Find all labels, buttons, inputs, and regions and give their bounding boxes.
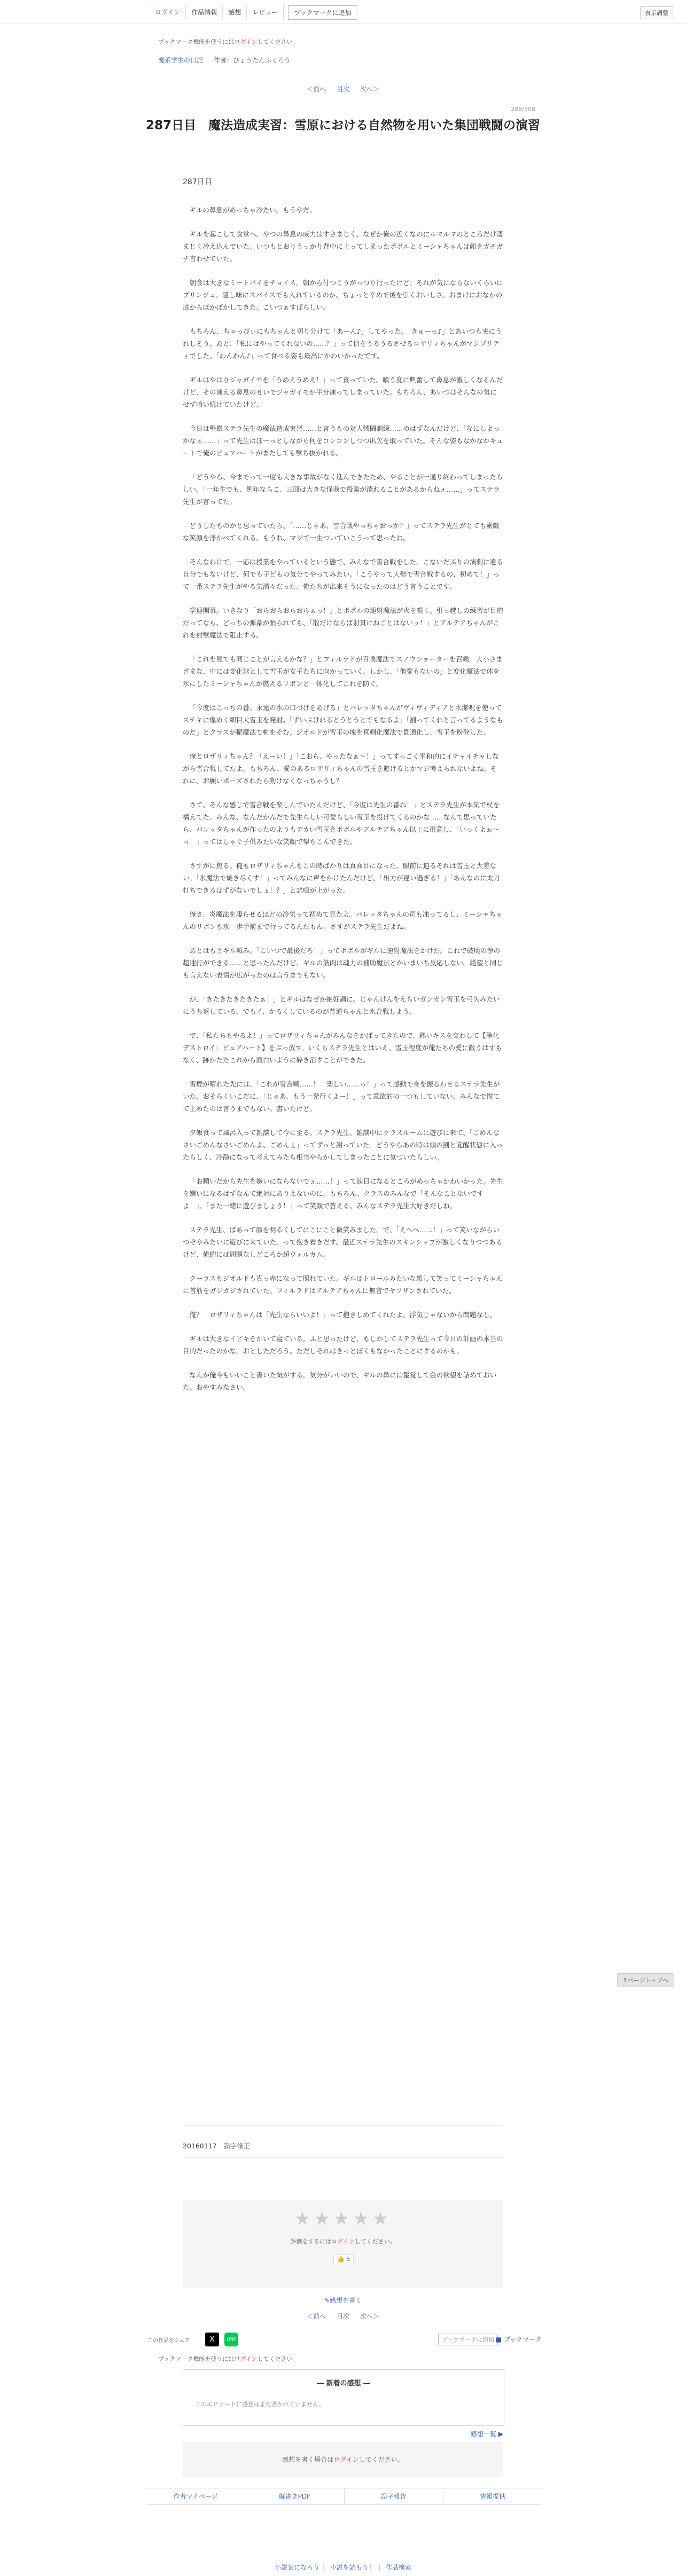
series-info xyxy=(158,56,291,65)
notice-login-link[interactable]: ログイン xyxy=(234,38,258,45)
body-paragraph: クーラスもジオルドも真っ赤になって照れていた。ギルはトロールみたいな顔して笑ってミーシャちゃんに首筋をガジガジされていた。フィルラドはアルテアちゃんに無言でヤツザンされていた。 xyxy=(183,1274,503,1295)
share-label: この作品をシェア xyxy=(147,2338,190,2344)
body-paragraph: ギルを起こして食堂へ。やつの鼻息の威力はすさまじく、なぜか俺の近くなのにルマルマのところだけ凄まじく冷え込んでいた。いつもとおりうっかり背中に上ってしまったポポルとミーシャちゃんは顔をガチガチ言わせていた。 xyxy=(183,230,503,263)
new-impressions-header: ― 新着の感想 ― xyxy=(316,2380,371,2388)
author-mypage-link[interactable]: 作者マイページ xyxy=(146,2488,245,2504)
bookmark-notice-bottom xyxy=(158,2354,299,2363)
top-nav xyxy=(150,5,357,20)
notice-text-end: してください。 xyxy=(257,38,299,45)
rating-msg-end: してください。 xyxy=(354,2238,396,2245)
share-bar xyxy=(146,2328,542,2350)
notice2-text-end: してください。 xyxy=(257,2356,299,2362)
search-link[interactable]: 作品検索 xyxy=(385,2564,411,2571)
prev-link[interactable]: ＜前へ xyxy=(307,85,326,93)
author-label: 作者： xyxy=(213,57,233,64)
bookmark-notice xyxy=(158,37,299,46)
body-paragraph: 雪煙が晴れた先には、「これが雪合戦……！ 楽しい……っ！」って感動で身を振るわせるステラ先生がいた。おそらくいこだに、「じゃあ、もう一発行くよー！」って意欲的の一つもしていない。みんなで慌てて止めたのは言うまでもない。書いたけど。 xyxy=(183,1080,500,1113)
body-paragraph: 「今度はこっちの番。永遠の氷の口づけをあげる」とバレッタちゃんがヴィヴィディアと水潔呪を使ってステキに煌めく細目大雪玉を発射。「ずいぶけれるとうとうとでもなるよ」「割ってくれと言ってるようなものだ」とクラスが振魔法で軌をそむ。ジオルドが雪玉の塊を真剣化魔法で貫通化し、雪玉を粉砕した。 xyxy=(183,704,503,736)
vertical-pdf-link[interactable]: 縦書きPDF xyxy=(245,2488,344,2504)
footer-nav xyxy=(146,2488,542,2505)
page-top-button[interactable]: ↑ページトップへ xyxy=(617,1973,674,1987)
reviews-link[interactable]: レビュー xyxy=(247,5,284,20)
body-paragraph: どうしたものかと思っていたら、「……じゃあ、雪合戦やっちゃおっか？」ってステラ先生がとても素敵な笑顔を浮かべてくれる。もうね、マジで一生ついていこうって思ったね。 xyxy=(183,522,500,542)
rating-message xyxy=(183,2237,503,2246)
rating-msg-text: 評価をするには xyxy=(290,2238,332,2245)
notice2-login-link[interactable]: ログイン xyxy=(234,2356,258,2362)
body-paragraph: 「お願いだから先生を嫌いにならないでぇ……！」って涙目になるところがめっちゃかわいかった。先生を嫌いになるはずなんて絶対にありえないのに。もちろん、クラスのみんなで「そんなことないですよ！」、「また一緒に遊びましょう！」って笑顔で答える。みんなステラ先生大好きだしね。 xyxy=(183,1177,503,1210)
body-paragraph: ギルは大きなイビキをかいて寝ている。ふと思ったけど、もしかしてステラ先生って今日の計画の本当の目的だったのかな。おとしただろう。ただしそれはきっとぼくもなかったことにするのかも。 xyxy=(183,1335,503,1355)
write-impression-link[interactable]: ✎感想を書く xyxy=(324,2297,362,2304)
body-paragraph: 夕飯食って風呂入って雑談して今に至る。ステラ先生、雑談中にクラスルームに遊びに来て、「ごめんなさいごめんなさいごめんよ、ごめんぇ」ってずっと謝っていた。どうやらあの時は頭の割と覚醒状態に入ったらしく、冷静になって考えてみたら相当やらかしてしまったことに気づいたらしい。 xyxy=(183,1129,503,1161)
body-paragraph: 学連開幕。いきなり「おらおらおらおらぁっ！」とポポルの連射魔法が火を噴く。引っ越しの練習が目的だってなら、どっちの弾幕が張られても、「散だけならば射貫けねごとはないッ！」とアルテアちゃんがこれを射撃魔法で阻止する。 xyxy=(183,606,503,639)
new-impressions-box xyxy=(183,2369,504,2426)
add-bookmark-button[interactable]: ブックマークに追加 xyxy=(288,5,357,20)
pager-bottom xyxy=(0,2312,686,2321)
write-text: 感想を書く場合は xyxy=(282,2456,334,2463)
write-impression-box xyxy=(183,2442,503,2477)
body-paragraph: 「これを見ても同じことが言えるかな？」とフィルラドが召喚魔法でスノウショーターを召喚。大小さまざまな、中には変化球として雪玉が女子たちに向かっていく。しかし、「他愛もないの」と変化魔法で体を氷にしたミーシャちゃんが燃えるリボンと一体化してこれを防ぐ。 xyxy=(183,655,503,688)
rating-stars[interactable]: ★★★★★ xyxy=(294,2208,392,2230)
series-title-link[interactable]: 魔系学生の日記 xyxy=(158,57,204,64)
next-link-bottom[interactable]: 次へ＞ xyxy=(360,2313,379,2320)
body-paragraph: 「どうやら、今までって一度も大きな事故がなく進んできたため、やることが一通り終わってしまったらしい。「一年生でも、例年ならこ、三回は大きな怪我で授業が潰れることがあるからねぇ……」ってステラ先生が言ってた。 xyxy=(183,473,503,506)
body-paragraph: ギルの鼻息がめっちゃ冷たい。もうやだ。 xyxy=(189,206,316,214)
pager-top xyxy=(0,84,686,93)
notice-text: ブックマーク機能を使うには xyxy=(158,38,235,45)
episode-subtitle: 287日目 xyxy=(183,178,212,186)
impressions-list-link[interactable]: 感想一覧 ▶ xyxy=(470,2430,503,2438)
top-bar xyxy=(0,0,686,24)
body-paragraph: なんか俺今もいいこと書いた気がする。気分がいいので、ギルの鼻には鬣覚して金の欲望を詰めておいた。おやすみなさい。 xyxy=(183,1371,497,1391)
add-bookmark-button-bottom[interactable]: ブックマークに追加 xyxy=(438,2334,498,2345)
login-link[interactable]: ログイン xyxy=(150,5,186,20)
notice2-text: ブックマーク機能を使うには xyxy=(158,2356,235,2362)
body-paragraph: が、「きたきたきたきたぁ！」とギルはなぜか絶好調に。じゃんけんをえらいガンガン雪玉を弓矢みたいにうち返している。でもイ、かるくしているのが普通ちゃんと氷合戦しよう。 xyxy=(183,995,500,1015)
impressions-link[interactable]: 感想 xyxy=(223,5,247,20)
body-paragraph: で、「私たちもやるよ！」ってロザリィちゃんがみんなをかばってきたので、熱いキスを交わして【浄化デストロイ：ピュアハート】をぶっ放す。いくらステラ先生とはいえ、雪玉程度が俺たちの愛に敵うはずもなく、跡かたたこれから面白いように砕き消すことができた。 xyxy=(183,1031,502,1064)
line-share-icon[interactable]: LINE xyxy=(224,2333,238,2346)
rating-login-link[interactable]: ログイン xyxy=(331,2238,355,2245)
body-paragraph: 俺さ、炎魔法を凄らせるほどの冷気って初めて見たよ。パレッタちゃんの司も凍ってるし、ミーシャちゃんのリボンも氷一歩手前まで行ってるんだもん。さすがステラ先生だよね。 xyxy=(183,910,503,931)
work-info-link[interactable]: 作品情報 xyxy=(186,5,223,20)
body-paragraph: 朝食は大きなミートパイをチョイス。朝から付つこうがっつり行ったけど、それが気にならないくらいにプリンジュ。隠し味にスパイスでも入れているのか、ちょっと辛めで後を引くおいしさ。おまけにおなかの底からぽかぽかしてきた。こいつぁすばらしい。 xyxy=(183,279,503,311)
x-share-icon[interactable]: X xyxy=(205,2333,219,2346)
index-link-bottom[interactable]: 目次 xyxy=(336,2313,349,2320)
typo-report-link[interactable]: 誤字報告 xyxy=(345,2488,443,2504)
yomou-link[interactable]: 小説を読もう！ xyxy=(330,2564,375,2571)
author-link[interactable]: ひょうたんふくろう xyxy=(232,57,291,64)
body-paragraph: 今日は堅樹ステラ先生の魔法造成実習……と言うもの対人戦闘訓練……のはずなんだけど、「なにしよっかなぁ……」って先生はぼーっとしながら何をコンコンしつつ出欠を取っていた。そんな姿もなかなかキュートで俺のピュアハートがまたしても撃ち抜かれる。 xyxy=(183,424,503,457)
info-provide-link[interactable]: 情報提供 xyxy=(479,2493,505,2500)
prev-link-bottom[interactable]: ＜前へ xyxy=(307,2313,326,2320)
index-link[interactable]: 目次 xyxy=(336,85,349,93)
body-paragraph: そんなわけで、一応は授業をやっているという態で、みんなで雪合戦をした。こないだぶりの演劇に違る自分でもないけど、何でも子どもの気分でやってみたい。「こうやって大勢で雪合戦するの、初めて！」って一番ステラ先生がやる気満々だった。俺たちが出来そうになったのはどう言うことです。 xyxy=(183,558,503,590)
body-paragraph: もちろん、ちゃっぴぃにもちゃんと切り分けて「あーん♪」してやった。「きゅーっ♪」とあいつも実にうれしそう。あと、「私にはやってくれないの……？」って目をうるうるさせるロザリィちゃんがマジプリティでした。「わんわん♪」って食べる姿も最高にかわいかったです。 xyxy=(183,327,502,360)
next-link[interactable]: 次へ＞ xyxy=(360,85,379,93)
display-settings-button[interactable]: 表示調整 xyxy=(640,6,673,19)
episode-body xyxy=(183,204,503,1405)
body-paragraph: さて、そんな感じで雪合戦を楽しんでいたんだけど、「今度は先生の番ね！」とステラ先生が本気で杖を構えてた。みんな、なんだかんだで先生らしい可愛らしい雪玉を投げてくるのかな……なんて思っていたら、パレッタちゃんが作ったのよりもデカい雪玉をポポルやアルテアちゃん以上に用意し、「いっくよぉ〜っ！」ってはしゃぐ子供みたいな笑顔で撃ちこんできた。 xyxy=(183,801,500,846)
page-number: 288/308 xyxy=(511,106,535,113)
body-paragraph: さすがに焦る。俺もロザリィちゃんもこの時ばかりは真面目になった。眼前に迫るそれは雪玉と大差ない。「氷魔法で焼き尽くす！」ってみんなに声をかけたんだけど、「出力が違い過ぎる！」「あんなのに太刀打ちできるはずがないでしょ！？」と悲鳴が上がった。 xyxy=(183,862,500,894)
new-impressions-empty: このエピソードに感想はまだ書かれていません。 xyxy=(195,2401,325,2408)
bookmark-link[interactable]: ■ ブックマーク xyxy=(495,2336,542,2343)
body-paragraph: 俺？ ロザリィちゃんは「先生ならいいよ！」って抱きしめてくれたよ。浮気じゃないから問題なし。 xyxy=(189,1311,497,1319)
body-paragraph: あとはもうギル頼み。「こいつで最後だろ！」ってポポルがギルに速射魔法をかけた。これで破壊の拳の超速打ができる……と思ったんだけど、ギルの筋肉は魂力の補助魔法とかいまいち反応しない。絶望と同じも言えない表情が広がったのは言うまでもない。 xyxy=(183,947,503,979)
site-footer-links: 小説家になろう | 小説を読もう！ | 作品検索 xyxy=(275,2564,411,2571)
body-paragraph: 俺とロザリィちゃん？「えーい！」「こおら、やったなぁ〜！」ってすっごく平和的にイチャイチャしながら雪合戦してたよ。もちろん、愛のあるロザリィちゃんの雪玉を避けるとかマジ考えられないよね。それに、お願いポーズされたら動けなくなっちゃうし？ xyxy=(183,752,499,785)
like-button[interactable]: 👍 5 xyxy=(333,2254,354,2264)
body-paragraph: ステラ先生、ぱあって顔を明るくしてにこにこと微笑みました。で、「えへへ……！」って笑いながらいつぞやみたいに遊びに来ていた。って抱き着きだす。最近ステラ先生のスキンシップが激しくなりつつあるけど、俺的には問題なしどころか超ウェルカム。 xyxy=(183,1226,503,1258)
afterword: 20160117 誤字修正 xyxy=(183,2142,251,2150)
write-login-link[interactable]: ログイン xyxy=(333,2456,359,2463)
episode-title: 287日目 魔法造成実習：雪原における自然物を用いた集団戦闘の演習 xyxy=(145,119,540,132)
rating-panel xyxy=(183,2200,503,2288)
body-paragraph: ギルはやはりジャガイモを「うめえうめえ！」って貪っていた。喰う度に興奮して鼻息が激しくなるんだけど、その凍える鼻息のせいでジャガイモが半分凍ってしまっていた。もちろん、あいつはそんなの気にせず喰い続けていたけど。 xyxy=(183,376,503,408)
narou-link[interactable]: 小説家になろう xyxy=(275,2564,320,2571)
write-text-end: してください。 xyxy=(358,2456,404,2463)
write-impression-text xyxy=(183,2455,503,2464)
